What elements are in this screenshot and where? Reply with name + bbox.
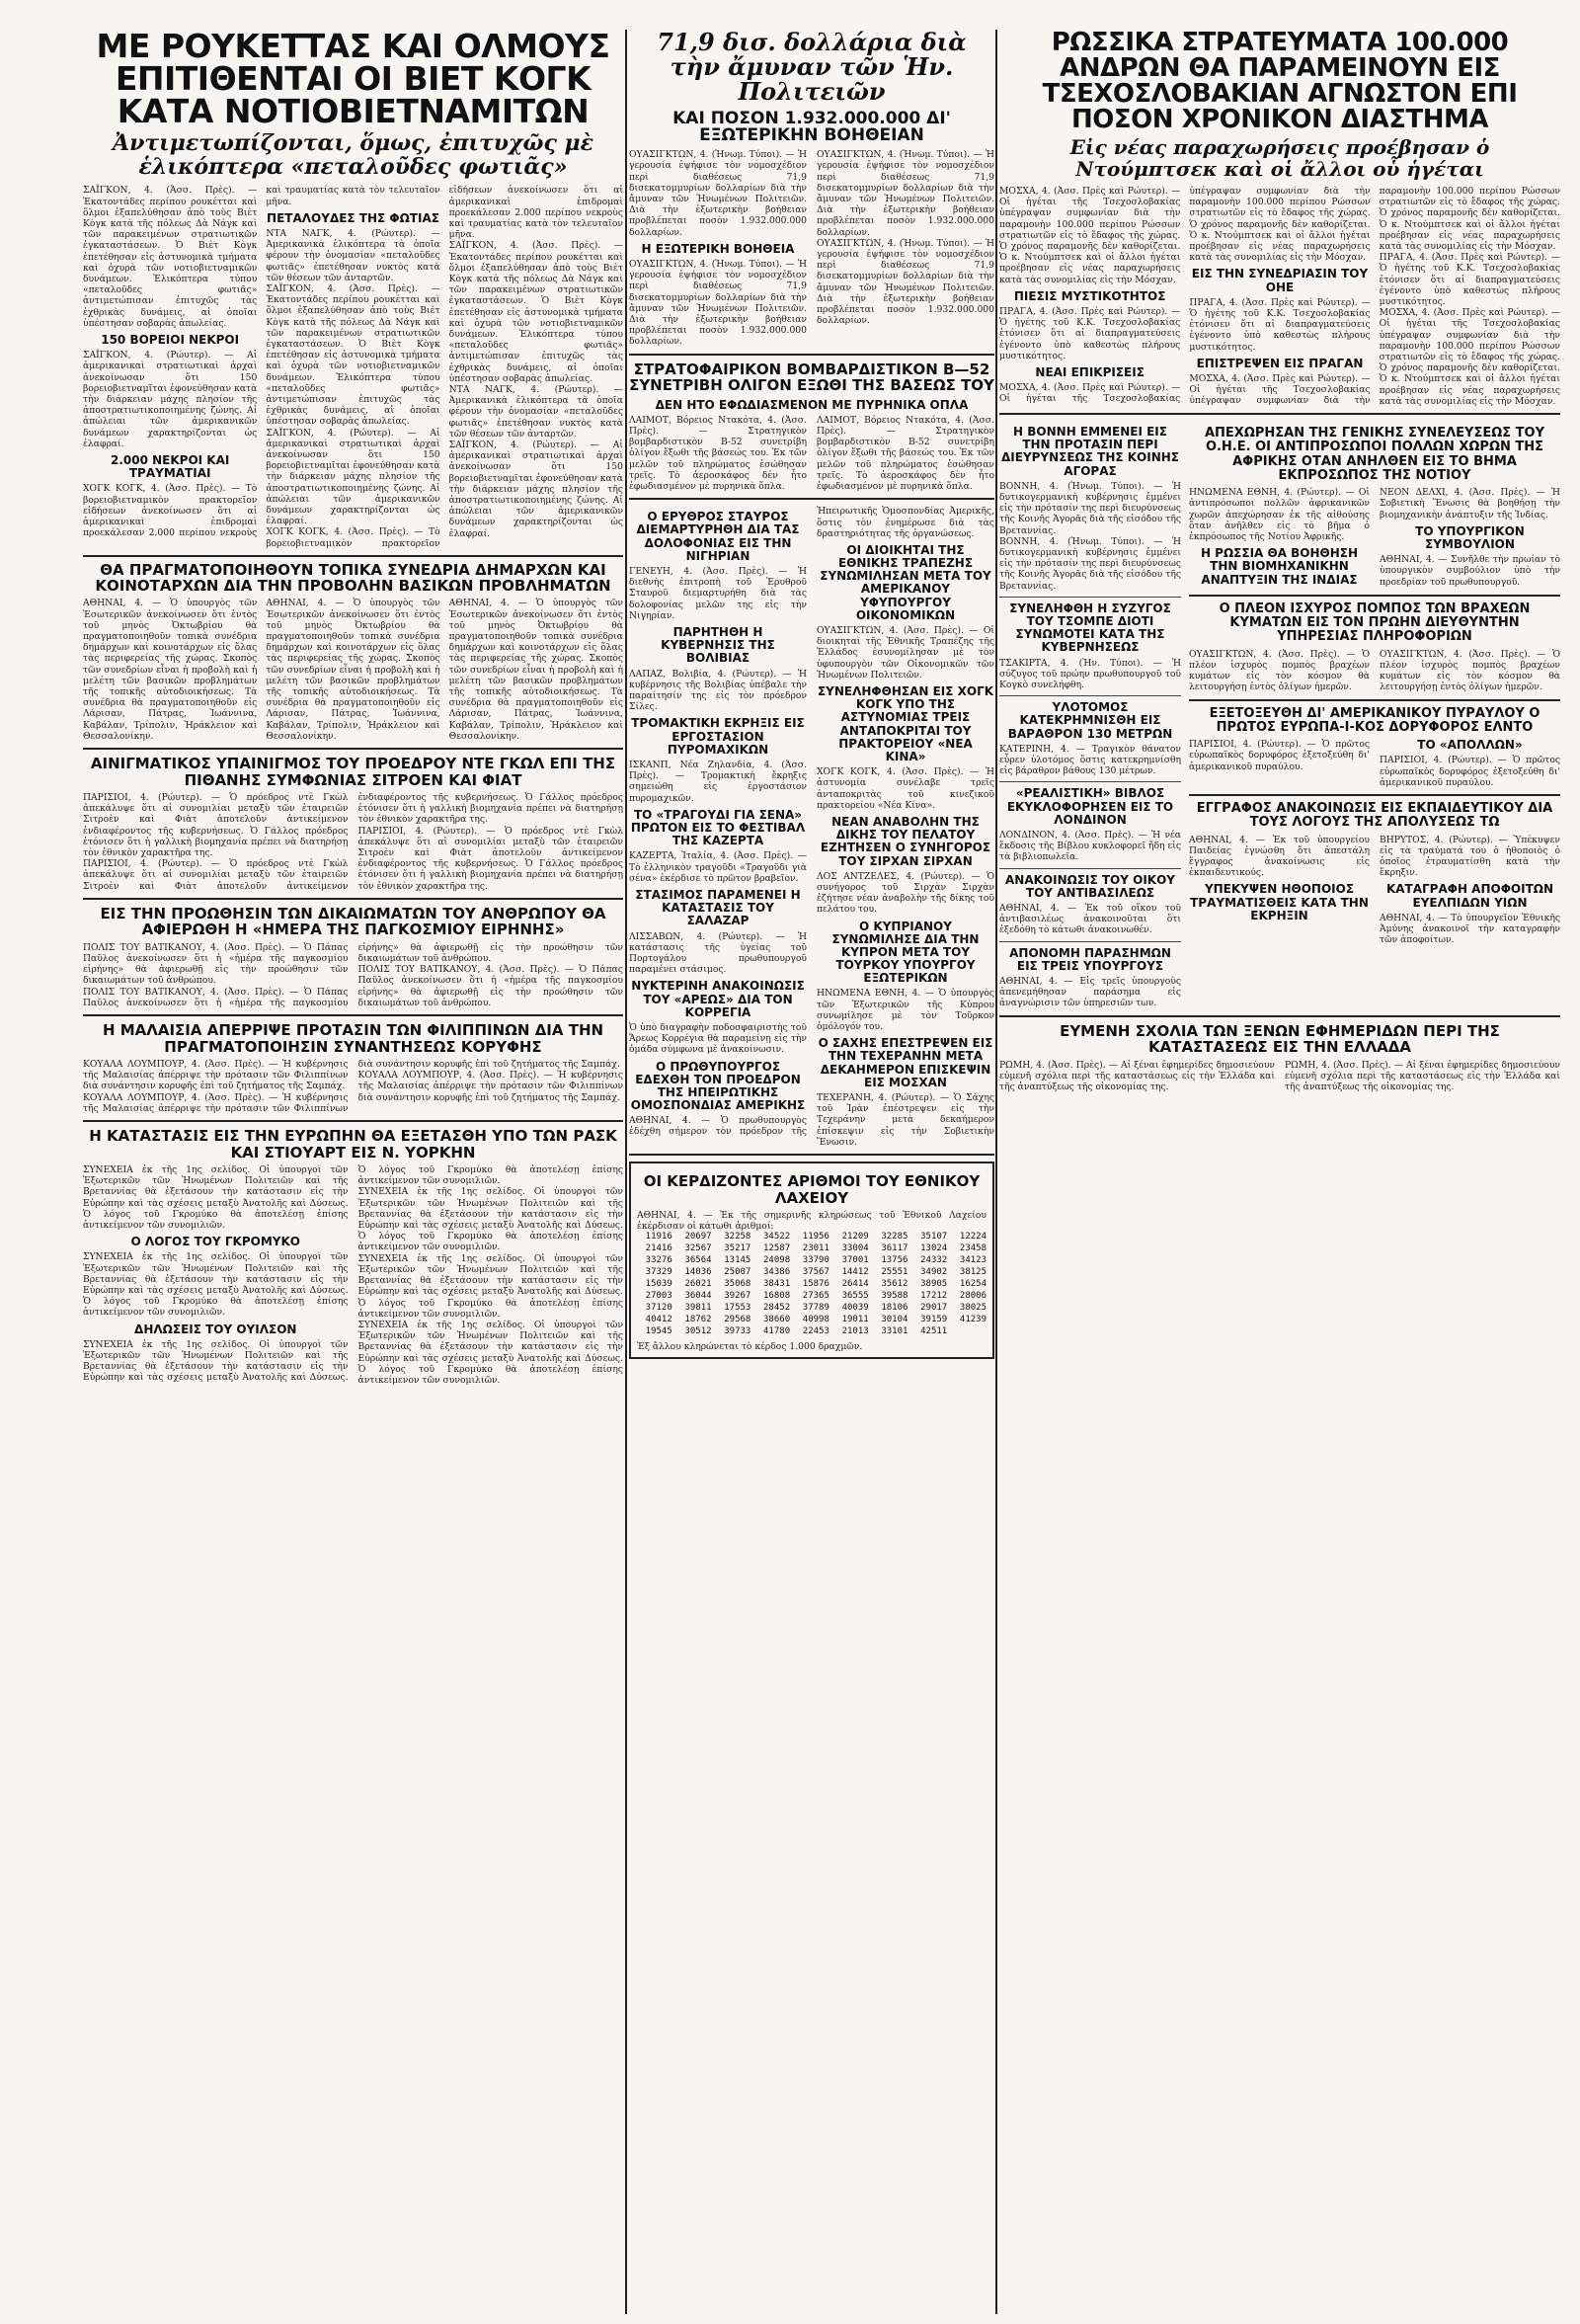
lottery-number: 34386: [763, 1267, 791, 1278]
lottery-number: 18106: [881, 1303, 908, 1314]
lottery-number: 23011: [802, 1243, 830, 1254]
column-divider: [625, 30, 627, 2314]
main-subheadline: Εἰς νέας παραχωρήσεις προέβησαν ὁ Ντούμπτσεκ καὶ οἱ ἄλλοι οὗ ἡγέται: [1069, 135, 1490, 181]
main-subheadline: Ἀντιμετωπίζονται, ὅμως, ἐπιτυχῶς μὲ ἑλικόπτερα «πεταλοῦδες φωτιᾶς»: [113, 130, 593, 181]
lottery-number: 30512: [684, 1326, 712, 1337]
lottery-number: 15039: [645, 1279, 672, 1290]
lottery-number: 41239: [959, 1315, 987, 1325]
lottery-number: 27365: [802, 1291, 830, 1302]
column-middle: [629, 30, 994, 2314]
story-headline: ΑΙΝΙΓΜΑΤΙΚΟΣ ΥΠΑΙΝΙΓΜΟΣ ΤΟΥ ΠΡΟΕΔΡΟΥ ΝΤΕ ΓΚΩΛ ΕΠΙ ΤΗΣ ΠΙΘΑΝΗΣ ΣΥΜΦΩΝΙΑΣ ΣΙΤΡΟΕΝ ΚΑΙ ΦΙΑΤ: [90, 755, 616, 789]
lottery-number: 26021: [684, 1279, 712, 1290]
story-body: ΠΟΛΙΣ ΤΟΥ ΒΑΤΙΚΑΝΟΥ, 4. (Ἀσσ. Πρὲς). — Ὁ Πάπας Παῦλος ἀνεκοίνωσεν ὅτι ἡ «ἡμέρα τῆς παγκοσμίου εἰρήνης» θὰ ἀφιερωθῇ εἰς τὴν προώθησιν τῶν δικαιωμάτων τοῦ ἀνθρώπου. ΠΟΛΙΣ ΤΟΥ ΒΑΤΙΚΑΝΟΥ, 4. (Ἀσσ. Πρὲς). — Ὁ Πάπας Παῦλος ἀνεκοίνωσεν ὅτι ἡ «ἡμέρα τῆς παγκοσμίου εἰρήνης» θὰ ἀφιερωθῇ εἰς τὴν προώθησιν τῶν δικαιωμάτων τοῦ ἀνθρώπου. ΠΟΛΙΣ ΤΟΥ ΒΑΤΙΚΑΝΟΥ, 4. (Ἀσσ. Πρὲς). — Ὁ Πάπας Παῦλος ἀνεκοίνωσεν ὅτι ἡ «ἡμέρα τῆς παγκοσμίου εἰρήνης» θὰ ἀφιερωθῇ εἰς τὴν προώθησιν τῶν δικαιωμάτων τοῦ ἀνθρώπου.: [83, 941, 623, 1008]
lottery-number: 21416: [645, 1243, 672, 1254]
lottery-number: 21209: [841, 1232, 869, 1242]
story-headline: Η ΜΑΛΑΙΣΙΑ ΑΠΕΡΡΙΨΕ ΠΡΟΤΑΣΙΝ ΤΩΝ ΦΙΛΙΠΠΙΝΩΝ ΔΙΑ ΤΗΝ ΠΡΑΓΜΑΤΟΠΟΙΗΣΙΝ ΣΥΝΑΝΤΗΣΕΩΣ ΚΟΡΥΦΗΣ: [102, 1021, 604, 1056]
lottery-number: 24098: [763, 1255, 791, 1266]
lottery-number: 34123: [959, 1255, 987, 1266]
article-body: ΣΑΪΓΚΟΝ, 4. (Ρώυτερ). — Αἱ ἀμερικανικαὶ στρατιωτικαὶ ἀρχαὶ ἀνεκοίνωσαν ὅτι 150 βορειοβιετναμῖται ἐφονεύθησαν κατὰ τὴν διάρκειαν μάχης πλησίον τῆς ἀποστρατιωτικοποιημένης ζώνης. Αἱ ἀπώλειαι τῶν ἀμερικανικῶν δυνάμεων χαρακτηρίζονται ὡς ἐλαφραί.: [266, 427, 440, 527]
article-body: ΣΑΪΓΚΟΝ, 4. (Ἀσσ. Πρὲς). — Ἐκατοντάδες περίπου ρουκέτται καὶ ὅλμοι ἐξαπελύθησαν ἀπὸ τοὺς Βιὲτ Κὸγκ κατὰ τῆς πόλεως Δὰ Νάγκ καὶ τῶν παρακειμένων στρατιωτικῶν ἐγκαταστάσεων. Ὁ Βιὲτ Κὸγκ ἐπετέθησαν εἰς ἀστυνομικὰ τμήματα καὶ ὀχυρὰ τῶν νοτιοβιετναμικῶν δυνάμεων. Ἑλικόπτερα τύπου «πεταλοῦδες φωτιᾶς» ἀντιμετώπισαν ἐπιτυχῶς τὰς ἐχθρικὰς δυνάμεις, αἱ ὁποῖαι ὑπέστησαν σοβαρὰς ἀπωλείας.: [83, 185, 258, 329]
article-body: ΣΑΪΓΚΟΝ, 4. (Ἀσσ. Πρὲς). — Ἐκατοντάδες περίπου ρουκέτται καὶ ὅλμοι ἐξαπελύθησαν ἀπὸ τοὺς Βιὲτ Κὸγκ κατὰ τῆς πόλεως Δὰ Νάγκ καὶ τῶν παρακειμένων στρατιωτικῶν ἐγκαταστάσεων. Ὁ Βιὲτ Κὸγκ ἐπετέθησαν εἰς ἀστυνομικὰ τμήματα καὶ ὀχυρὰ τῶν νοτιοβιετναμικῶν δυνάμεων. Ἑλικόπτερα τύπου «πεταλοῦδες φωτιᾶς» ἀντιμετώπισαν ἐπιτυχῶς τὰς ἐχθρικὰς δυνάμεις, αἱ ὁποῖαι ὑπέστησαν σοβαρὰς ἀπωλείας.: [266, 282, 440, 428]
lottery-number: 39267: [724, 1291, 751, 1302]
story-body: ΟΥΑΣΙΓΚΤΩΝ, 4. (Ἡνωμ. Τύποι). — Ἡ γερουσία ἐψήφισε τὸν νομοσχέδιον περὶ διαθέσεως 71,9 δισεκατομμυρίων δολλαρίων διὰ τὴν ἄμυναν τῶν Ἡνωμένων Πολιτειῶν. Διὰ τὴν ἐξωτερικὴν βοήθειαν προβλέπεται ποσὸν 1.932.000.000 δολλαρίων. Η ΕΞΩΤΕΡΙΚΗ ΒΟΗΘΕΙΑ ΟΥΑΣΙΓΚΤΩΝ, 4. (Ἡνωμ. Τύποι). — Ἡ γερουσία ἐψήφισε τὸν νομοσχέδιον περὶ διαθέσεως 71,9 δισεκατομμυρίων δολλαρίων διὰ τὴν ἄμυναν τῶν Ἡνωμένων Πολιτειῶν. Διὰ τὴν ἐξωτερικὴν βοήθειαν προβλέπεται ποσὸν 1.932.000.000 δολλαρίων. ΟΥΑΣΙΓΚΤΩΝ, 4. (Ἡνωμ. Τύποι). — Ἡ γερουσία ἐψήφισε τὸν νομοσχέδιον περὶ διαθέσεως 71,9 δισεκατομμυρίων δολλαρίων διὰ τὴν ἄμυναν τῶν Ἡνωμένων Πολιτειῶν. Διὰ τὴν ἐξωτερικὴν βοήθειαν προβλέπεται ποσὸν 1.932.000.000 δολλαρίων. ΟΥΑΣΙΓΚΤΩΝ, 4. (Ἡνωμ. Τύποι). — Ἡ γερουσία ἐψήφισε τὸν νομοσχέδιον περὶ διαθέσεως 71,9 δισεκατομμυρίων δολλαρίων διὰ τὴν ἄμυναν τῶν Ἡνωμένων Πολιτειῶν. Διὰ τὴν ἐξωτερικὴν βοήθειαν προβλέπεται ποσὸν 1.932.000.000 δολλαρίων.: [629, 149, 994, 348]
lottery-number: 15876: [802, 1279, 830, 1290]
column-divider: [995, 30, 997, 2314]
story-headline: Η ΚΑΤΑΣΤΑΣΙΣ ΕΙΣ ΤΗΝ ΕΥΡΩΠΗΝ ΘΑ ΕΞΕΤΑΣΘΗ ΥΠΟ ΤΩΝ ΡΑΣΚ ΚΑΙ ΣΤΙΟΥΑΡΤ ΕΙΣ Ν. ΥΟΡΚΗΝ: [89, 1127, 617, 1162]
lottery-number: 25007: [724, 1267, 751, 1278]
section-title: ΠΕΤΑΛΟΥΔΕΣ ΤΗΣ ΦΩΤΙΑΣ: [267, 210, 439, 225]
lottery-number: 13756: [881, 1255, 908, 1266]
lottery-number: 16254: [959, 1279, 987, 1290]
lottery-number: 35217: [724, 1243, 751, 1254]
lottery-number: 32567: [684, 1243, 712, 1254]
lottery-number: 36564: [684, 1255, 712, 1266]
lottery-number: 40998: [802, 1315, 830, 1325]
lottery-number: 24332: [920, 1255, 948, 1266]
section-title: 2.000 ΝΕΚΡΟΙ ΚΑΙ ΤΡΑΥΜΑΤΙΑΙ: [110, 453, 230, 481]
lottery-number: 28452: [763, 1303, 791, 1314]
lottery-number: 39811: [684, 1303, 712, 1314]
lottery-number: 35107: [920, 1232, 948, 1242]
lottery-number: 14412: [841, 1267, 869, 1278]
lottery-number: 19011: [841, 1315, 869, 1325]
lottery-number: 14036: [684, 1267, 712, 1278]
story-subheadline: ΔΕΝ ΗΤΟ ΕΦΩΔΙΑΣΜΕΝΟΝ ΜΕ ΠΥΡΗΝΙΚΑ ΟΠΛΑ: [655, 397, 969, 412]
lottery-number: 32285: [881, 1232, 908, 1242]
column-right: ΡΩΣΣΙΚΑ ΣΤΡΑΤΕΥΜΑΤΑ 100.000 ΑΝΔΡΩΝ ΘΑ ΠΑΡΑΜΕΙΝΟΥΝ ΕΙΣ ΤΣΕΧΟΣΛΟΒΑΚΙΑΝ ΑΓΝΩΣΤΟΝ ΕΠΙ ΠΟΣΟΝ ΧΡΟΝΙΚΟΝ ΔΙΑΣΤΗΜΑ Εἰς νέας παραχωρήσεις προέβησαν ὁ Ντούμπτσεκ καὶ οἱ ἄλλοι οὗ ἡγέται ΜΟΣΧΑ, 4. (Ἀσσ. Πρὲς καὶ Ρώυτερ). — Οἱ ἡγέται τῆς Τσεχοσλοβακίας ὑπέγραψαν συμφωνίαν διὰ τὴν παραμονὴν 100.000 περίπου Ρώσσων στρατιωτῶν εἰς τὸ ἔδαφος τῆς χώρας. Ὁ χρόνος παραμονῆς δὲν καθορίζεται. Ὁ κ. Ντούμπτσεκ καὶ οἱ ἄλλοι ἡγέται προέβησαν εἰς νέας παραχωρήσεις κατὰ τὰς συνομιλίας εἰς τὴν Μόσχαν. ΠΙΕΣΙΣ ΜΥΣΤΙΚΟΤΗΤΟΣ ΠΡΑΓΑ, 4. (Ἀσσ. Πρὲς καὶ Ρώυτερ). — Ὁ ἡγέτης τοῦ Κ.Κ. Τσεχοσλοβακίας ἐτόνισεν ὅτι αἱ διαπραγματεύσεις ἐγένοντο ὑπὸ καθεστὼς πλήρους μυστικότητος. ΝΕΑΙ ΕΠΙΚΡΙΣΕΙΣ ΜΟΣΧΑ, 4. (Ἀσσ. Πρὲς καὶ Ρώυτερ). — Οἱ ἡγέται τῆς Τσεχοσλοβακίας ὑπέγραψαν συμφωνίαν διὰ τὴν παραμονὴν 100.000 περίπου Ρώσσων στρατιωτῶν εἰς τὸ ἔδαφος τῆς χώρας. Ὁ χρόνος παραμονῆς δὲν καθορίζεται. Ὁ κ. Ντούμπτσεκ καὶ οἱ ἄλλοι ἡγέται προέβησαν εἰς νέας παραχωρήσεις κατὰ τὰς συνομιλίας εἰς τὴν Μόσχαν. ΕΙΣ ΤΗΝ ΣΥΝΕΔΡΙΑΣΙΝ ΤΟΥ ΟΗΕ ΠΡΑΓΑ, 4. (Ἀσσ. Πρὲς καὶ Ρώυτερ). — Ὁ ἡγέτης τοῦ Κ.Κ. Τσεχοσλοβακίας ἐτόνισεν ὅτι αἱ διαπραγματεύσεις ἐγένοντο ὑπὸ καθεστὼς πλήρους μυστικότητος. ΕΠΙΣΤΡΕΨΕΝ ΕΙΣ ΠΡΑΓΑΝ ΜΟΣΧΑ, 4. (Ἀσσ. Πρὲς καὶ Ρώυτερ). — Οἱ ἡγέται τῆς Τσεχοσλοβακίας ὑπέγραψαν συμφωνίαν διὰ τὴν παραμονὴν 100.000 περίπου Ρώσσων στρατιωτῶν εἰς τὸ ἔδαφος τῆς χώρας. Ὁ χρόνος παραμονῆς δὲν καθορίζεται. Ὁ κ. Ντούμπτσεκ καὶ οἱ ἄλλοι ἡγέται προέβησαν εἰς νέας παραχωρήσεις κατὰ τὰς συνομιλίας εἰς τὴν Μόσχαν. ΠΡΑΓΑ, 4. (Ἀσσ. Πρὲς καὶ Ρώυτερ). — Ὁ ἡγέτης τοῦ Κ.Κ. Τσεχοσλοβακίας ἐτόνισεν ὅτι αἱ διαπραγματεύσεις ἐγένοντο ὑπὸ καθεστὼς πλήρους μυστικότητος. ΜΟΣΧΑ, 4. (Ἀσσ. Πρὲς καὶ Ρώυτερ). — Οἱ ἡγέται τῆς Τσεχοσλοβακίας ὑπέγραψαν συμφωνίαν διὰ τὴν παραμονὴν 100.000 περίπου Ρώσσων στρατιωτῶν εἰς τὸ ἔδαφος τῆς χώρας. Ὁ χρόνος παραμονῆς δὲν καθορίζεται. Ὁ κ. Ντούμπτσεκ καὶ οἱ ἄλλοι ἡγέται προέβησαν εἰς νέας παραχωρήσεις κατὰ τὰς συνομιλίας εἰς τὴν Μόσχαν. Η ΒΟΝΝΗ ΕΜΜΕΝΕΙ ΕΙΣ ΤΗΝ ΠΡΟΤΑΣΙΝ ΠΕΡΙ ΔΙΕΥΡΥΝΣΕΩΣ ΤΗΣ ΚΟΙΝΗΣ ΑΓΟΡΑΣ ΒΟΝΝΗ, 4. (Ἡνωμ. Τύποι). — Ἡ δυτικογερμανικὴ κυβέρνησις ἐμμένει εἰς τὴν πρότασίν της περὶ διευρύνσεως τῆς Κοινῆς Ἀγορᾶς διὰ τῆς εἰσόδου τῆς Βρεταννίας. ΒΟΝΝΗ, 4. (Ἡνωμ. Τύποι). — Ἡ δυτικογερμανικὴ κυβέρνησις ἐμμένει εἰς τὴν πρότασίν της περὶ διευρύνσεως τῆς Κοινῆς Ἀγορᾶς διὰ τῆς εἰσόδου τῆς Βρεταννίας. ΣΥΝΕΛΗΦΘΗ Η ΣΥΖΥΓΟΣ ΤΟΥ ΤΣΟΜΠΕ ΔΙΟΤΙ ΣΥΝΩΜΟΤΕΙ ΚΑΤΑ ΤΗΣ ΚΥΒΕΡΝΗΣΕΩΣ ΤΣΑΚΙΡΤΑ, 4. (Ἡν. Τύποι). — Ἡ σύζυγος τοῦ πρώην πρωθυπουργοῦ τοῦ Κογκὸ συνελήφθη. ΥΛΟΤΟΜΟΣ ΚΑΤΕΚΡΗΜΝΙΣΘΗ ΕΙΣ ΒΑΡΑΘΡΟΝ 130 ΜΕΤΡΩΝ ΚΑΤΕΡΙΝΗ, 4. — Τραγικὸν θάνατον εὗρεν ὑλοτόμος ὅστις κατεκρημνίσθη εἰς βάραθρον βάθους 130 μέτρων. «ΡΕΑΛΙΣΤΙΚΗ» ΒΙΒΛΟΣ ΕΚΥΚΛΟΦΟΡΗΣΕΝ ΕΙΣ ΤΟ ΛΟΝΔΙΝΟΝ ΛΟΝΔΙΝΟΝ, 4. (Ἀσσ. Πρὲς). — Ἡ νέα ἔκδοσις τῆς Βίβλου κυκλοφορεῖ ἤδη εἰς τὰ βιβλιοπωλεῖα. ΑΝΑΚΟΙΝΩΣΙΣ ΤΟΥ ΟΙΚΟΥ ΤΟΥ ΑΝΤΙΒΑΣΙΛΕΩΣ ΑΘΗΝΑΙ, 4. — Ἐκ τοῦ οἴκου τοῦ ἀντιβασιλέως ἀνακοινοῦται ὅτι ἐξεδόθη τὸ κάτωθι ἀνακοινωθέν. ΑΠΟΝΟΜΗ ΠΑΡΑΣΗΜΩΝ ΕΙΣ ΤΡΕΙΣ ΥΠΟΥΡΓΟΥΣ ΑΘΗΝΑΙ, 4. — Εἰς τρεῖς ὑπουργοὺς ἀπενεμήθησαν παράσημα εἰς ἀναγνώρισιν τῶν ὑπηρεσιῶν των. ΑΠΕΧΩΡΗΣΑΝ ΤΗΣ ΓΕΝΙΚΗΣ ΣΥΝΕΛΕΥΣΕΩΣ ΤΟΥ Ο.Η.Ε. ΟΙ ΑΝΤΙΠΡΟΣΩΠΟΙ ΠΟΛΛΩΝ ΧΩΡΩΝ ΤΗΣ ΑΦΡΙΚΗΣ ΟΤΑΝ ΑΝΗΛΘΕΝ ΕΙΣ ΤΟ ΒΗΜΑ ΕΚΠΡΟΣΩΠΟΣ ΤΗΣ ΝΟΤΙΟΥ ΗΝΩΜΕΝΑ ΕΘΝΗ, 4. (Ρώυτερ). — Οἱ ἀντιπρόσωποι πολλῶν ἀφρικανικῶν χωρῶν ἀπεχώρησαν ἐκ τῆς αἰθούσης ὅταν ἀνῆλθεν εἰς τὸ βῆμα ὁ ἐκπρόσωπος τῆς Νοτίου Ἀφρικῆς. Η ΡΩΣΣΙΑ ΘΑ ΒΟΗΘΗΣΗ ΤΗΝ ΒΙΟΜΗΧΑΝΙΚΗΝ ΑΝΑΠΤΥΞΙΝ ΤΗΣ ΙΝΔΙΑΣ ΝΕΟΝ ΔΕΛΧΙ, 4. (Ἀσσ. Πρὲς). — Ἡ Σοβιετικὴ Ἕνωσις θὰ βοηθήσῃ τὴν βιομηχανικὴν ἀνάπτυξιν τῆς Ἰνδίας. ΤΟ ΥΠΟΥΡΓΙΚΟΝ ΣΥΜΒΟΥΛΙΟΝ ΑΘΗΝΑΙ, 4. — Συνῆλθε τὴν πρωίαν τὸ ὑπουργικὸν συμβούλιον ὑπὸ τὴν προεδρίαν τοῦ πρωθυπουργοῦ. Ο ΠΛΕΟΝ ΙΣΧΥΡΟΣ ΠΟΜΠΟΣ ΤΩΝ ΒΡΑΧΕΩΝ ΚΥΜΑΤΩΝ ΕΙΣ ΤΟΝ ΠΡΩΗΝ ΔΙΕΥΘΥΝΤΗΝ ΥΠΗΡΕΣΙΑΣ ΠΛΗΡΟΦΟΡΙΩΝ ΟΥΑΣΙΓΚΤΩΝ, 4. (Ἀσσ. Πρὲς). — Ὁ πλέον ἰσχυρὸς πομπὸς βραχέων κυμάτων εἰς τὸν κόσμον θὰ λειτουργήσῃ ἐντὸς ὀλίγων ἡμερῶν. ΟΥΑΣΙΓΚΤΩΝ, 4. (Ἀσσ. Πρὲς). — Ὁ πλέον ἰσχυρὸς πομπὸς βραχέων κυμάτων εἰς τὸν κόσμον θὰ λειτουργήσῃ ἐντὸς ὀλίγων ἡμερῶν. ΕΞΕΤΟΞΕΥΘΗ ΔΙ' ΑΜΕΡΙΚΑΝΙΚΟΥ ΠΥΡΑΥΛΟΥ Ο ΠΡΩΤΟΣ ΕΥΡΩΠΑ-Ι-ΚΟΣ ΔΟΡΥΦΟΡΟΣ ΕΛΝΤΟ ΠΑΡΙΣΙΟΙ, 4. (Ρώυτερ). — Ὁ πρῶτος εὐρωπαϊκὸς δορυφόρος ἐξετοξεύθη δι' ἀμερικανικοῦ πυραύλου. ΤΟ «ΑΠΟΛΛΩΝ» ΠΑΡΙΣΙΟΙ, 4. (Ρώυτερ). — Ὁ πρῶτος εὐρωπαϊκὸς δορυφόρος ἐξετοξεύθη δι' ἀμερικανικοῦ πυραύλου. ΕΓΓΡΑΦΟΣ ΑΝΑΚΟΙΝΩΣΙΣ ΕΙΣ ΕΚΠΑΙΔΕΥΤΙΚΟΥ ΔΙΑ ΤΟΥΣ ΛΟΓΟΥΣ ΤΗΣ ΑΠΟΛΥΣΕΩΣ ΤΩ ΑΘΗΝΑΙ, 4. — Ἐκ τοῦ ὑπουργείου Παιδείας ἐγνώσθη ὅτι ἀπεστάλη ἔγγραφος ἀνακοίνωσις εἰς ἐκπαιδευτικούς. ΥΠΕΚΥΨΕΝ ΗΘΟΠΟΙΟΣ ΤΡΑΥΜΑΤΙΣΘΕΙΣ ΚΑΤΑ ΤΗΝ ΕΚΡΗΞΙΝ ΒΗΡΥΤΟΣ, 4. (Ρώυτερ). — Ὑπέκυψεν εἰς τὰ τραύματά του ὁ ἠθοποιὸς ὁ ὁποῖος ἐτραυματίσθη κατὰ τὴν ἔκρηξιν. ΚΑΤΑΓΡΑΦΗ ΑΠΟΦΟΙΤΩΝ ΕΥΕΛΠΙΔΩΝ ΥΙΩΝ ΑΘΗΝΑΙ, 4. — Τὸ ὑπουργεῖον Ἐθνικῆς Ἀμύνης ἀνακοινοῖ τὴν καταγραφὴν τῶν ἀποφοίτων. ΕΥΜΕΝΗ ΣΧΟΛΙΑ ΤΩΝ ΞΕΝΩΝ ΕΦΗΜΕΡΙΔΩΝ ΠΕΡΙ ΤΗΣ ΚΑΤΑΣΤΑΣΕΩΣ ΕΙΣ ΤΗΝ ΕΛΛΑΔΑ ΡΩΜΗ, 4. (Ἀσσ. Πρὲς). — Αἱ ξέναι ἐφημερίδες δημοσιεύουν εὐμενῆ σχόλια περὶ τῆς καταστάσεως εἰς τὴν Ἑλλάδα καὶ τῆς ἀναπτύξεως τῆς οἰκονομίας της. ΡΩΜΗ, 4. (Ἀσσ. Πρὲς). — Αἱ ξέναι ἐφημερίδες δημοσιεύουν εὐμενῆ σχόλια περὶ τῆς καταστάσεως εἰς τὴν Ἑλλάδα καὶ τῆς ἀναπτύξεως τῆς οἰκονομίας της.: [999, 30, 1560, 1092]
article-body: ΝΤΑ ΝΑΓΚ, 4. (Ρώυτερ). — Ἀμερικανικὰ ἑλικόπτερα τὰ ὁποῖα φέρουν τὴν ὀνομασίαν «πεταλοῦδες φωτιᾶς» ἐπετέθησαν νυκτὸς κατὰ τῶν θέσεων τῶν ἀνταρτῶν.: [266, 227, 440, 283]
lottery-number: 37120: [645, 1303, 672, 1314]
lottery-number: 23458: [959, 1243, 987, 1254]
section-title: 150 ΒΟΡΕΙΟΙ ΝΕΚΡΟΙ: [101, 333, 240, 348]
story-body: ΚΟΥΑΛΑ ΛΟΥΜΠΟΥΡ, 4. (Ἀσσ. Πρὲς). — Ἡ κυβέρνησις τῆς Μαλαισίας ἀπέρριψε τὴν πρότασιν τῶν Φιλιππίνων διὰ συνάντησιν κορυφῆς ἐπὶ τοῦ ζητήματος τῆς Σαμπάχ. ΚΟΥΑΛΑ ΛΟΥΜΠΟΥΡ, 4. (Ἀσσ. Πρὲς). — Ἡ κυβέρνησις τῆς Μαλαισίας ἀπέρριψε τὴν πρότασιν τῶν Φιλιππίνων διὰ συνάντησιν κορυφῆς ἐπὶ τοῦ ζητήματος τῆς Σαμπάχ. ΚΟΥΑΛΑ ΛΟΥΜΠΟΥΡ, 4. (Ἀσσ. Πρὲς). — Ἡ κυβέρνησις τῆς Μαλαισίας ἀπέρριψε τὴν πρότασιν τῶν Φιλιππίνων διὰ συνάντησιν κορυφῆς ἐπὶ τοῦ ζητήματος τῆς Σαμπάχ.: [83, 1059, 623, 1114]
lottery-number: 38660: [763, 1315, 791, 1325]
lottery-number: 17553: [724, 1303, 751, 1314]
story-body: ΠΑΡΙΣΙΟΙ, 4. (Ρώυτερ). — Ὁ πρόεδρος ντὲ Γκὼλ ἀπεκάλυψε ὅτι αἱ συνομιλίαι μεταξὺ τῶν ἑταιρειῶν Σιτροὲν καὶ Φιὰτ ἀποτελοῦν ἀντικείμενον ἐνδιαφέροντος τῆς κυβερνήσεως. Ὁ Γάλλος πρόεδρος ἐτόνισεν ὅτι ἡ γαλλικὴ βιομηχανία πρέπει νὰ διατηρήσῃ τὸν ἐθνικὸν χαρακτῆρα της. ΠΑΡΙΣΙΟΙ, 4. (Ρώυτερ). — Ὁ πρόεδρος ντὲ Γκὼλ ἀπεκάλυψε ὅτι αἱ συνομιλίαι μεταξὺ τῶν ἑταιρειῶν Σιτροὲν καὶ Φιὰτ ἀποτελοῦν ἀντικείμενον ἐνδιαφέροντος τῆς κυβερνήσεως. Ὁ Γάλλος πρόεδρος ἐτόνισεν ὅτι ἡ γαλλικὴ βιομηχανία πρέπει νὰ διατηρήσῃ τὸν ἐθνικὸν χαρακτῆρα της. ΠΑΡΙΣΙΟΙ, 4. (Ρώυτερ). — Ὁ πρόεδρος ντὲ Γκὼλ ἀπεκάλυψε ὅτι αἱ συνομιλίαι μεταξὺ τῶν ἑταιρειῶν Σιτροὲν καὶ Φιὰτ ἀποτελοῦν ἀντικείμενον ἐνδιαφέροντος τῆς κυβερνήσεως. Ὁ Γάλλος πρόεδρος ἐτόνισεν ὅτι ἡ γαλλικὴ βιομηχανία πρέπει νὰ διατηρήσῃ τὸν ἐθνικὸν χαρακτῆρα της.: [83, 792, 623, 892]
story-body: ΛΑΙΜΟΤ, Βόρειος Ντακότα, 4. (Ἀσσ. Πρὲς). — Στρατηγικὸν βομβαρδιστικὸν Β-52 συνετρίβη ὀλίγον ἔξωθι τῆς βάσεώς του. Ἐκ τῶν μελῶν τοῦ πληρώματος ἐσώθησαν τρεῖς. Τὸ ἀεροσκάφος δὲν ἦτο ἐφωδιασμένον μὲ πυρηνικὰ ὅπλα. ΛΑΙΜΟΤ, Βόρειος Ντακότα, 4. (Ἀσσ. Πρὲς). — Στρατηγικὸν βομβαρδιστικὸν Β-52 συνετρίβη ὀλίγον ἔξωθι τῆς βάσεώς του. Ἐκ τῶν μελῶν τοῦ πληρώματος ἐσώθησαν τρεῖς. Τὸ ἀεροσκάφος δὲν ἦτο ἐφωδιασμένον μὲ πυρηνικὰ ὅπλα.: [629, 414, 994, 493]
top-headline: 71,9 δισ. δολλάρια διὰ τὴν ἄμυναν τῶν Ἡν. Πολιτειῶν: [657, 30, 967, 107]
lottery-number: 36117: [881, 1243, 908, 1254]
main-article: ΜΟΣΧΑ, 4. (Ἀσσ. Πρὲς καὶ Ρώυτερ). — Οἱ ἡγέται τῆς Τσεχοσλοβακίας ὑπέγραψαν συμφωνίαν διὰ τὴν παραμονὴν 100.000 περίπου Ρώσσων στρατιωτῶν εἰς τὸ ἔδαφος τῆς χώρας. Ὁ χρόνος παραμονῆς δὲν καθορίζεται. Ὁ κ. Ντούμπτσεκ καὶ οἱ ἄλλοι ἡγέται προέβησαν εἰς νέας παραχωρήσεις κατὰ τὰς συνομιλίας εἰς τὴν Μόσχαν. ΠΙΕΣΙΣ ΜΥΣΤΙΚΟΤΗΤΟΣ ΠΡΑΓΑ, 4. (Ἀσσ. Πρὲς καὶ Ρώυτερ). — Ὁ ἡγέτης τοῦ Κ.Κ. Τσεχοσλοβακίας ἐτόνισεν ὅτι αἱ διαπραγματεύσεις ἐγένοντο ὑπὸ καθεστὼς πλήρους μυστικότητος. ΝΕΑΙ ΕΠΙΚΡΙΣΕΙΣ ΜΟΣΧΑ, 4. (Ἀσσ. Πρὲς καὶ Ρώυτερ). — Οἱ ἡγέται τῆς Τσεχοσλοβακίας ὑπέγραψαν συμφωνίαν διὰ τὴν παραμονὴν 100.000 περίπου Ρώσσων στρατιωτῶν εἰς τὸ ἔδαφος τῆς χώρας. Ὁ χρόνος παραμονῆς δὲν καθορίζεται. Ὁ κ. Ντούμπτσεκ καὶ οἱ ἄλλοι ἡγέται προέβησαν εἰς νέας παραχωρήσεις κατὰ τὰς συνομιλίας εἰς τὴν Μόσχαν. ΕΙΣ ΤΗΝ ΣΥΝΕΔΡΙΑΣΙΝ ΤΟΥ ΟΗΕ ΠΡΑΓΑ, 4. (Ἀσσ. Πρὲς καὶ Ρώυτερ). — Ὁ ἡγέτης τοῦ Κ.Κ. Τσεχοσλοβακίας ἐτόνισεν ὅτι αἱ διαπραγματεύσεις ἐγένοντο ὑπὸ καθεστὼς πλήρους μυστικότητος. ΕΠΙΣΤΡΕΨΕΝ ΕΙΣ ΠΡΑΓΑΝ ΜΟΣΧΑ, 4. (Ἀσσ. Πρὲς καὶ Ρώυτερ). — Οἱ ἡγέται τῆς Τσεχοσλοβακίας ὑπέγραψαν συμφωνίαν διὰ τὴν παραμονὴν 100.000 περίπου Ρώσσων στρατιωτῶν εἰς τὸ ἔδαφος τῆς χώρας. Ὁ χρόνος παραμονῆς δὲν καθορίζεται. Ὁ κ. Ντούμπτσεκ καὶ οἱ ἄλλοι ἡγέται προέβησαν εἰς νέας παραχωρήσεις κατὰ τὰς συνομιλίας εἰς τὴν Μόσχαν. ΠΡΑΓΑ, 4. (Ἀσσ. Πρὲς καὶ Ρώυτερ). — Ὁ ἡγέτης τοῦ Κ.Κ. Τσεχοσλοβακίας ἐτόνισεν ὅτι αἱ διαπραγματεύσεις ἐγένοντο ὑπὸ καθεστὼς πλήρους μυστικότητος. ΜΟΣΧΑ, 4. (Ἀσσ. Πρὲς καὶ Ρώυτερ). — Οἱ ἡγέται τῆς Τσεχοσλοβακίας ὑπέγραψαν συμφωνίαν διὰ τὴν παραμονὴν 100.000 περίπου Ρώσσων στρατιωτῶν εἰς τὸ ἔδαφος τῆς χώρας. Ὁ χρόνος παραμονῆς δὲν καθορίζεται. Ὁ κ. Ντούμπτσεκ καὶ οἱ ἄλλοι ἡγέται προέβησαν εἰς νέας παραχωρήσεις κατὰ τὰς συνομιλίας εἰς τὴν Μόσχαν.: [999, 186, 1560, 407]
lottery-number: 25551: [881, 1267, 908, 1278]
lottery-number: 38025: [959, 1303, 987, 1314]
lottery-number: 40412: [645, 1315, 672, 1325]
story-headline: ΣΤΡΑΤΟΦΑΙΡΙΚΟΝ ΒΟΜΒΑΡΔΙΣΤΙΚΟΝ Β—52 ΣΥΝΕΤΡΙΒΗ ΟΛΙΓΟΝ ΕΞΩΘΙ ΤΗΣ ΒΑΣΕΩΣ ΤΟΥ: [629, 360, 994, 395]
lottery-number: 12224: [959, 1232, 987, 1242]
article-body: ΝΤΑ ΝΑΓΚ, 4. (Ρώυτερ). — Ἀμερικανικὰ ἑλικόπτερα τὰ ὁποῖα φέρουν τὴν ὀνομασίαν «πεταλοῦδες φωτιᾶς» ἐπετέθησαν νυκτὸς κατὰ τῶν θέσεων τῶν ἀνταρτῶν.: [448, 384, 623, 440]
column-left: [83, 30, 623, 2314]
article-body: ΣΑΪΓΚΟΝ, 4. (Ἀσσ. Πρὲς). — Ἐκατοντάδες περίπου ρουκέτται καὶ ὅλμοι ἐξαπελύθησαν ἀπὸ τοὺς Βιὲτ Κὸγκ κατὰ τῆς πόλεως Δὰ Νάγκ καὶ τῶν παρακειμένων στρατιωτικῶν ἐγκαταστάσεων. Ὁ Βιὲτ Κὸγκ ἐπετέθησαν εἰς ἀστυνομικὰ τμήματα καὶ ὀχυρὰ τῶν νοτιοβιετναμικῶν δυνάμεων. Ἑλικόπτερα τύπου «πεταλοῦδες φωτιᾶς» ἀντιμετώπισαν ἐπιτυχῶς τὰς ἐχθρικὰς δυνάμεις, αἱ ὁποῖαι ὑπέστησαν σοβαρὰς ἀπωλείας.: [448, 240, 623, 384]
lottery-number: 37329: [645, 1267, 672, 1278]
lottery-number: 39159: [920, 1315, 948, 1325]
lottery-number: 35068: [724, 1279, 751, 1290]
lottery-number: 18762: [684, 1315, 712, 1325]
lottery-number: 17212: [920, 1291, 948, 1302]
lottery-number: 33101: [881, 1326, 908, 1337]
lottery-number: 20697: [684, 1232, 712, 1242]
lottery-numbers: [637, 1232, 987, 1337]
lottery-number: 12587: [763, 1243, 791, 1254]
lottery-number: 21013: [841, 1326, 869, 1337]
lottery-number: 29017: [920, 1303, 948, 1314]
lottery-number: 41780: [763, 1326, 791, 1337]
lottery-number: 22453: [802, 1326, 830, 1337]
story-body: ΑΘΗΝΑΙ, 4. — Ὁ ὑπουργὸς τῶν Ἐσωτερικῶν ἀνεκοίνωσεν ὅτι ἐντὸς τοῦ μηνὸς Ὀκτωβρίου θὰ πραγματοποιηθοῦν τοπικὰ συνέδρια δημάρχων καὶ κοινοτάρχων εἰς ὅλας τὰς περιφερείας τῆς χώρας. Σκοπὸς τῶν συνεδρίων εἶναι ἡ προβολὴ καὶ ἡ μελέτη τῶν βασικῶν προβλημάτων τῆς τοπικῆς αὐτοδιοικήσεως. Τὰ συνέδρια θὰ πραγματοποιηθοῦν εἰς Λάρισαν, Πάτρας, Ἰωάννινα, Καβάλαν, Τρίπολιν, Ἡράκλειον καὶ Θεσσαλονίκην. ΑΘΗΝΑΙ, 4. — Ὁ ὑπουργὸς τῶν Ἐσωτερικῶν ἀνεκοίνωσεν ὅτι ἐντὸς τοῦ μηνὸς Ὀκτωβρίου θὰ πραγματοποιηθοῦν τοπικὰ συνέδρια δημάρχων καὶ κοινοτάρχων εἰς ὅλας τὰς περιφερείας τῆς χώρας. Σκοπὸς τῶν συνεδρίων εἶναι ἡ προβολὴ καὶ ἡ μελέτη τῶν βασικῶν προβλημάτων τῆς τοπικῆς αὐτοδιοικήσεως. Τὰ συνέδρια θὰ πραγματοποιηθοῦν εἰς Λάρισαν, Πάτρας, Ἰωάννινα, Καβάλαν, Τρίπολιν, Ἡράκλειον καὶ Θεσσαλονίκην. ΑΘΗΝΑΙ, 4. — Ὁ ὑπουργὸς τῶν Ἐσωτερικῶν ἀνεκοίνωσεν ὅτι ἐντὸς τοῦ μηνὸς Ὀκτωβρίου θὰ πραγματοποιηθοῦν τοπικὰ συνέδρια δημάρχων καὶ κοινοτάρχων εἰς ὅλας τὰς περιφερείας τῆς χώρας. Σκοπὸς τῶν συνεδρίων εἶναι ἡ προβολὴ καὶ ἡ μελέτη τῶν βασικῶν προβλημάτων τῆς τοπικῆς αὐτοδιοικήσεως. Τὰ συνέδρια θὰ πραγματοποιηθοῦν εἰς Λάρισαν, Πάτρας, Ἰωάννινα, Καβάλαν, Τρίπολιν, Ἡράκλειον καὶ Θεσσαλονίκην.: [83, 598, 623, 742]
article-body: ΧΟΓΚ ΚΟΓΚ, 4. (Ἀσσ. Πρὲς). — Τὸ βορειοβιετναμικὸν πρακτορεῖον εἰδήσεων ἀνεκοίνωσεν ὅτι αἱ ἀμερικανικαὶ ἐπιδρομαὶ προεκάλεσαν 2.000 περίπου νεκροὺς καὶ τραυματίας κατὰ τὸν τελευταῖον μῆνα.: [266, 185, 623, 549]
lottery-number: 26414: [841, 1279, 869, 1290]
lottery-number: 13024: [920, 1243, 948, 1254]
lottery-number: 28006: [959, 1291, 987, 1302]
left-subcolumn: Η ΒΟΝΝΗ ΕΜΜΕΝΕΙ ΕΙΣ ΤΗΝ ΠΡΟΤΑΣΙΝ ΠΕΡΙ ΔΙΕΥΡΥΝΣΕΩΣ ΤΗΣ ΚΟΙΝΗΣ ΑΓΟΡΑΣ ΒΟΝΝΗ, 4. (Ἡνωμ. Τύποι). — Ἡ δυτικογερμανικὴ κυβέρνησις ἐμμένει εἰς τὴν πρότασίν της περὶ διευρύνσεως τῆς Κοινῆς Ἀγορᾶς διὰ τῆς εἰσόδου τῆς Βρεταννίας. ΒΟΝΝΗ, 4. (Ἡνωμ. Τύποι). — Ἡ δυτικογερμανικὴ κυβέρνησις ἐμμένει εἰς τὴν πρότασίν της περὶ διευρύνσεως τῆς Κοινῆς Ἀγορᾶς διὰ τῆς εἰσόδου τῆς Βρεταννίας. ΣΥΝΕΛΗΦΘΗ Η ΣΥΖΥΓΟΣ ΤΟΥ ΤΣΟΜΠΕ ΔΙΟΤΙ ΣΥΝΩΜΟΤΕΙ ΚΑΤΑ ΤΗΣ ΚΥΒΕΡΝΗΣΕΩΣ ΤΣΑΚΙΡΤΑ, 4. (Ἡν. Τύποι). — Ἡ σύζυγος τοῦ πρώην πρωθυπουργοῦ τοῦ Κογκὸ συνελήφθη. ΥΛΟΤΟΜΟΣ ΚΑΤΕΚΡΗΜΝΙΣΘΗ ΕΙΣ ΒΑΡΑΘΡΟΝ 130 ΜΕΤΡΩΝ ΚΑΤΕΡΙΝΗ, 4. — Τραγικὸν θάνατον εὗρεν ὑλοτόμος ὅστις κατεκρημνίσθη εἰς βάραθρον βάθους 130 μέτρων. «ΡΕΑΛΙΣΤΙΚΗ» ΒΙΒΛΟΣ ΕΚΥΚΛΟΦΟΡΗΣΕΝ ΕΙΣ ΤΟ ΛΟΝΔΙΝΟΝ ΛΟΝΔΙΝΟΝ, 4. (Ἀσσ. Πρὲς). — Ἡ νέα ἔκδοσις τῆς Βίβλου κυκλοφορεῖ ἤδη εἰς τὰ βιβλιοπωλεῖα. ΑΝΑΚΟΙΝΩΣΙΣ ΤΟΥ ΟΙΚΟΥ ΤΟΥ ΑΝΤΙΒΑΣΙΛΕΩΣ ΑΘΗΝΑΙ, 4. — Ἐκ τοῦ οἴκου τοῦ ἀντιβασιλέως ἀνακοινοῦται ὅτι ἐξεδόθη τὸ κάτωθι ἀνακοινωθέν. ΑΠΟΝΟΜΗ ΠΑΡΑΣΗΜΩΝ ΕΙΣ ΤΡΕΙΣ ΥΠΟΥΡΓΟΥΣ ΑΘΗΝΑΙ, 4. — Εἰς τρεῖς ὑπουργοὺς ἀπενεμήθησαν παράσημα εἰς ἀναγνώρισιν τῶν ὑπηρεσιῶν των.: [999, 425, 1181, 1009]
lottery-number: 36044: [684, 1291, 712, 1302]
lottery-number: 38125: [959, 1267, 987, 1278]
lottery-number: 37789: [802, 1303, 830, 1314]
lottery-number: 16808: [763, 1291, 791, 1302]
lottery-number: 33276: [645, 1255, 672, 1266]
lottery-number: 42511: [920, 1326, 948, 1337]
top-subheadline: ΚΑΙ ΠΟΣΟΝ 1.932.000.000 ΔΙ' ΕΞΩΤΕΡΙΚΗΝ ΒΟΗΘΕΙΑΝ: [672, 108, 951, 146]
lottery-number: 39588: [881, 1291, 908, 1302]
lottery-number: 37567: [802, 1267, 830, 1278]
lottery-number: 38431: [763, 1279, 791, 1290]
lottery-number: 33790: [802, 1255, 830, 1266]
lottery-number: 33004: [841, 1243, 869, 1254]
main-headline: ΜΕ ΡΟΥΚΕΤΤΑΣ ΚΑΙ ΟΛΜΟΥΣ ΕΠΙΤΙΘΕΝΤΑΙ ΟΙ ΒΙΕΤ ΚΟΓΚ ΚΑΤΑ ΝΟΤΙΟΒΙΕΤΝΑΜΙΤΩΝ: [96, 30, 610, 130]
lottery-number: 39733: [724, 1326, 751, 1337]
story-headline: ΕΙΣ ΤΗΝ ΠΡΟΩΘΗΣΙΝ ΤΩΝ ΔΙΚΑΙΩΜΑΤΩΝ ΤΟΥ ΑΝΘΡΩΠΟΥ ΘΑ ΑΦΙΕΡΩΘΗ Η «ΗΜΕΡΑ ΤΗΣ ΠΑΓΚΟΣΜΙΟΥ ΕΙΡΗΝΗΣ»: [100, 904, 606, 939]
article-body: ΧΟΓΚ ΚΟΓΚ, 4. (Ἀσσ. Πρὲς). — Τὸ βορειοβιετναμικὸν πρακτορεῖον εἰδήσεων ἀνεκοίνωσεν ὅτι αἱ ἀμερικανικαὶ ἐπιδρομαὶ προεκάλεσαν 2.000 περίπου νεκροὺς καὶ τραυματίας κατὰ τὸν τελευταῖον μῆνα.: [83, 185, 440, 539]
lottery-number: 35612: [881, 1279, 908, 1290]
lottery-number: 11956: [802, 1232, 830, 1242]
lottery-number: 34902: [920, 1267, 948, 1278]
lottery-number: 29568: [724, 1315, 751, 1325]
lottery-box: ΟΙ ΚΕΡΔΙΖΟΝΤΕΣ ΑΡΙΘΜΟΙ ΤΟΥ ΕΘΝΙΚΟΥ ΛΑΧΕΙΟΥ ΑΘΗΝΑΙ, 4. — Ἐκ τῆς σημερινῆς κληρώσεως τοῦ Ἐθνικοῦ Λαχείου ἐκέρδισαν οἱ κάτωθι ἀριθμοί: 11916 20697 32258 34522 11956 21209 32285 35107 12224 21416 32567 35217 12587 23011 33004 36117 13024 23458 33276 36564 13145 24098 33790 37001 13756 24332 34123 37329 14036 25007 34386 37567 14412 25551 34902 38125 15039 26021 35068 38431 15876 26414 35612 38905 16254 27003 36044 39267 16808 27365 36555 39588 17212 28006 37120 39811 17553 28452 37789 40039 18106 29017 38025 40412 18762 29568 38660 40998 19011 30104 39159 41239 19545 30512 39733 41780 22453 21013 33101 42511 Ἐξ ἄλλου κληρώνεται τὸ κέρδος 1.000 δραχμῶν.: [629, 1162, 994, 1359]
small-stories: Ο ΕΡΥΘΡΟΣ ΣΤΑΥΡΟΣ ΔΙΕΜΑΡΤΥΡΗΘΗ ΔΙΑ ΤΑΣ ΔΟΛΟΦΟΝΙΑΣ ΕΙΣ ΤΗΝ ΝΙΓΗΡΙΑΝ ΓΕΝΕΥΗ, 4. (Ἀσσ. Πρὲς). — Ἡ διεθνὴς ἐπιτροπὴ τοῦ Ἐρυθροῦ Σταυροῦ διεμαρτυρήθη διὰ τὰς δολοφονίας μελῶν της εἰς τὴν Νιγηρίαν. ΠΑΡΗΤΗΘΗ Η ΚΥΒΕΡΝΗΣΙΣ ΤΗΣ ΒΟΛΙΒΙΑΣ ΛΑΠΑΖ, Βολιβία, 4. (Ρώυτερ). — Ἡ κυβέρνησις τῆς Βολιβίας ὑπέβαλε τὴν παραίτησίν της εἰς τὸν πρόεδρον Σίλες. ΤΡΟΜΑΚΤΙΚΗ ΕΚΡΗΞΙΣ ΕΙΣ ΕΡΓΟΣΤΑΣΙΟΝ ΠΥΡΟΜΑΧΙΚΩΝ ΙΣΚΑΝΠ, Νέα Ζηλανδία, 4. (Ἀσσ. Πρὲς). — Τρομακτικὴ ἔκρηξις σημειώθη εἰς ἐργοστάσιον πυρομαχικῶν. ΤΟ «ΤΡΑΓΟΥΔΙ ΓΙΑ ΣΕΝΑ» ΠΡΩΤΟΝ ΕΙΣ ΤΟ ΦΕΣΤΙΒΑΛ ΤΗΣ ΚΑΖΕΡΤΑ ΚΑΖΕΡΤΑ, Ἰταλία, 4. (Ἀσσ. Πρὲς). — Τὸ ἑλληνικὸν τραγοῦδι «Τραγοῦδι γιὰ σένα» ἐκέρδισε τὸ πρῶτον βραβεῖον. ΣΤΑΣΙΜΟΣ ΠΑΡΑΜΕΝΕΙ Η ΚΑΤΑΣΤΑΣΙΣ ΤΟΥ ΣΑΛΑΖΑΡ ΛΙΣΣΑΒΩΝ, 4. (Ρώυτερ). — Ἡ κατάστασις τῆς ὑγείας τοῦ Πορτογάλου πρωθυπουργοῦ παραμένει στάσιμος. ΝΥΚΤΕΡΙΝΗ ΑΝΑΚΟΙΝΩΣΙΣ ΤΟΥ «ΑΡΕΩΣ» ΔΙΑ ΤΟΝ ΚΟΡΡΕΓΙΑ Ὁ ὑπὸ διαγραφὴν ποδοσφαιριστὴς τοῦ Ἄρεως Κορρέγια θὰ παραμείνῃ εἰς τὴν ὁμάδα σύμφωνα μὲ ἀνακοίνωσιν. Ο ΠΡΩΘΥΠΟΥΡΓΟΣ ΕΔΕΧΘΗ ΤΟΝ ΠΡΟΕΔΡΟΝ ΤΗΣ ΗΠΕΙΡΩΤΙΚΗΣ ΟΜΟΣΠΟΝΔΙΑΣ ΑΜΕΡΙΚΗΣ ΑΘΗΝΑΙ, 4. — Ὁ πρωθυπουργὸς ἐδέχθη σήμερον τὸν πρόεδρον τῆς Ἠπειρωτικῆς Ὁμοσπονδίας Ἀμερικῆς, ὅστις τὸν ἐνημέρωσε διὰ τὰς δραστηριότητας τῆς ὀργανώσεως. ΟΙ ΔΙΟΙΚΗΤΑΙ ΤΗΣ ΕΘΝΙΚΗΣ ΤΡΑΠΕΖΗΣ ΣΥΝΩΜΙΛΗΣΑΝ ΜΕΤΑ ΤΟΥ ΑΜΕΡΙΚΑΝΟΥ ΥΦΥΠΟΥΡΓΟΥ ΟΙΚΟΝΟΜΙΚΩΝ ΟΥΑΣΙΓΚΤΩΝ, 4. (Ἀσσ. Πρὲς). — Οἱ διοικηταὶ τῆς Ἐθνικῆς Τραπέζης τῆς Ἑλλάδος ἐσυνομίλησαν μὲ τὸν ὑφυπουργὸν τῶν Οἰκονομικῶν τῶν Ἡνωμένων Πολιτειῶν. ΣΥΝΕΛΗΦΘΗΣΑΝ ΕΙΣ ΧΟΓΚ ΚΟΓΚ ΥΠΟ ΤΗΣ ΑΣΤΥΝΟΜΙΑΣ ΤΡΕΙΣ ΑΝΤΑΠΟΚΡΙΤΑΙ ΤΟΥ ΠΡΑΚΤΟΡΕΙΟΥ «ΝΕΑ ΚΙΝΑ» ΧΟΓΚ ΚΟΓΚ, 4. (Ἀσσ. Πρὲς). — Ἡ ἀστυνομία συνέλαβε τρεῖς ἀνταποκριτὰς τοῦ κινεζικοῦ πρακτορείου «Νέα Κίνα». ΝΕΑΝ ΑΝΑΒΟΛΗΝ ΤΗΣ ΔΙΚΗΣ ΤΟΥ ΠΕΛΑΤΟΥ ΕΖΗΤΗΣΕΝ Ο ΣΥΝΗΓΟΡΟΣ ΤΟΥ ΣΙΡΧΑΝ ΣΙΡΧΑΝ ΛΟΣ ΑΝΤΖΕΛΕΣ, 4. (Ρώυτερ). — Ὁ συνήγορος τοῦ Σιρχὰν Σιρχὰν ἐζήτησε νέαν ἀναβολὴν τῆς δίκης τοῦ πελάτου του. Ο ΚΥΠΡΙΑΝΟΥ ΣΥΝΩΜΙΛΗΣΕ ΔΙΑ ΤΗΝ ΚΥΠΡΟΝ ΜΕΤΑ ΤΟΥ ΤΟΥΡΚΟΥ ΥΠΟΥΡΓΟΥ ΕΞΩΤΕΡΙΚΩΝ ΗΝΩΜΕΝΑ ΕΘΝΗ, 4. — Ὁ ὑπουργὸς τῶν Ἐξωτερικῶν τῆς Κύπρου συνωμίλησε μὲ τὸν Τοῦρκον ὁμόλογόν του. Ο ΣΑΧΗΣ ΕΠΕΣΤΡΕΨΕΝ ΕΙΣ ΤΗΝ ΤΕΧΕΡΑΝΗΝ ΜΕΤΑ ΔΕΚΑΗΜΕΡΟΝ ΕΠΙΣΚΕΨΙΝ ΕΙΣ ΜΟΣΧΑΝ ΤΕΧΕΡΑΝΗ, 4. (Ρώυτερ). — Ὁ Σάχης τοῦ Ἰρὰν ἐπέστρεψεν εἰς τὴν Τεχεράνην μετὰ δεκαήμερον ἐπίσκεψιν εἰς τὴν Σοβιετικὴν Ἕνωσιν.: [629, 506, 994, 1148]
article-body: ΣΑΪΓΚΟΝ, 4. (Ρώυτερ). — Αἱ ἀμερικανικαὶ στρατιωτικαὶ ἀρχαὶ ἀνεκοίνωσαν ὅτι 150 βορειοβιετναμῖται ἐφονεύθησαν κατὰ τὴν διάρκειαν μάχης πλησίον τῆς ἀποστρατιωτικοποιημένης ζώνης. Αἱ ἀπώλειαι τῶν ἀμερικανικῶν δυνάμεων χαρακτηρίζονται ὡς ἐλαφραί.: [448, 440, 623, 539]
right-subcolumn: ΑΠΕΧΩΡΗΣΑΝ ΤΗΣ ΓΕΝΙΚΗΣ ΣΥΝΕΛΕΥΣΕΩΣ ΤΟΥ Ο.Η.Ε. ΟΙ ΑΝΤΙΠΡΟΣΩΠΟΙ ΠΟΛΛΩΝ ΧΩΡΩΝ ΤΗΣ ΑΦΡΙΚΗΣ ΟΤΑΝ ΑΝΗΛΘΕΝ ΕΙΣ ΤΟ ΒΗΜΑ ΕΚΠΡΟΣΩΠΟΣ ΤΗΣ ΝΟΤΙΟΥ ΗΝΩΜΕΝΑ ΕΘΝΗ, 4. (Ρώυτερ). — Οἱ ἀντιπρόσωποι πολλῶν ἀφρικανικῶν χωρῶν ἀπεχώρησαν ἐκ τῆς αἰθούσης ὅταν ἀνῆλθεν εἰς τὸ βῆμα ὁ ἐκπρόσωπος τῆς Νοτίου Ἀφρικῆς. Η ΡΩΣΣΙΑ ΘΑ ΒΟΗΘΗΣΗ ΤΗΝ ΒΙΟΜΗΧΑΝΙΚΗΝ ΑΝΑΠΤΥΞΙΝ ΤΗΣ ΙΝΔΙΑΣ ΝΕΟΝ ΔΕΛΧΙ, 4. (Ἀσσ. Πρὲς). — Ἡ Σοβιετικὴ Ἕνωσις θὰ βοηθήσῃ τὴν βιομηχανικὴν ἀνάπτυξιν τῆς Ἰνδίας. ΤΟ ΥΠΟΥΡΓΙΚΟΝ ΣΥΜΒΟΥΛΙΟΝ ΑΘΗΝΑΙ, 4. — Συνῆλθε τὴν πρωίαν τὸ ὑπουργικὸν συμβούλιον ὑπὸ τὴν προεδρίαν τοῦ πρωθυπουργοῦ. Ο ΠΛΕΟΝ ΙΣΧΥΡΟΣ ΠΟΜΠΟΣ ΤΩΝ ΒΡΑΧΕΩΝ ΚΥΜΑΤΩΝ ΕΙΣ ΤΟΝ ΠΡΩΗΝ ΔΙΕΥΘΥΝΤΗΝ ΥΠΗΡΕΣΙΑΣ ΠΛΗΡΟΦΟΡΙΩΝ ΟΥΑΣΙΓΚΤΩΝ, 4. (Ἀσσ. Πρὲς). — Ὁ πλέον ἰσχυρὸς πομπὸς βραχέων κυμάτων εἰς τὸν κόσμον θὰ λειτουργήσῃ ἐντὸς ὀλίγων ἡμερῶν. ΟΥΑΣΙΓΚΤΩΝ, 4. (Ἀσσ. Πρὲς). — Ὁ πλέον ἰσχυρὸς πομπὸς βραχέων κυμάτων εἰς τὸν κόσμον θὰ λειτουργήσῃ ἐντὸς ὀλίγων ἡμερῶν. ΕΞΕΤΟΞΕΥΘΗ ΔΙ' ΑΜΕΡΙΚΑΝΙΚΟΥ ΠΥΡΑΥΛΟΥ Ο ΠΡΩΤΟΣ ΕΥΡΩΠΑ-Ι-ΚΟΣ ΔΟΡΥΦΟΡΟΣ ΕΛΝΤΟ ΠΑΡΙΣΙΟΙ, 4. (Ρώυτερ). — Ὁ πρῶτος εὐρωπαϊκὸς δορυφόρος ἐξετοξεύθη δι' ἀμερικανικοῦ πυραύλου. ΤΟ «ΑΠΟΛΛΩΝ» ΠΑΡΙΣΙΟΙ, 4. (Ρώυτερ). — Ὁ πρῶτος εὐρωπαϊκὸς δορυφόρος ἐξετοξεύθη δι' ἀμερικανικοῦ πυραύλου. ΕΓΓΡΑΦΟΣ ΑΝΑΚΟΙΝΩΣΙΣ ΕΙΣ ΕΚΠΑΙΔΕΥΤΙΚΟΥ ΔΙΑ ΤΟΥΣ ΛΟΓΟΥΣ ΤΗΣ ΑΠΟΛΥΣΕΩΣ ΤΩ ΑΘΗΝΑΙ, 4. — Ἐκ τοῦ ὑπουργείου Παιδείας ἐγνώσθη ὅτι ἀπεστάλη ἔγγραφος ἀνακοίνωσις εἰς ἐκπαιδευτικούς. ΥΠΕΚΥΨΕΝ ΗΘΟΠΟΙΟΣ ΤΡΑΥΜΑΤΙΣΘΕΙΣ ΚΑΤΑ ΤΗΝ ΕΚΡΗΞΙΝ ΒΗΡΥΤΟΣ, 4. (Ρώυτερ). — Ὑπέκυψεν εἰς τὰ τραύματά του ὁ ἠθοποιὸς ὁ ὁποῖος ἐτραυματίσθη κατὰ τὴν ἔκρηξιν. ΚΑΤΑΓΡΑΦΗ ΑΠΟΦΟΙΤΩΝ ΕΥΕΛΠΙΔΩΝ ΥΙΩΝ ΑΘΗΝΑΙ, 4. — Τὸ ὑπουργεῖον Ἐθνικῆς Ἀμύνης ἀνακοινοῖ τὴν καταγραφὴν τῶν ἀποφοίτων.: [1189, 426, 1560, 946]
main-article: [83, 185, 623, 548]
story-body: ΣΥΝΕΧΕΙΑ ἐκ τῆς 1ης σελίδος. Οἱ ὑπουργοὶ τῶν Ἐξωτερικῶν τῶν Ἡνωμένων Πολιτειῶν καὶ τῆς Βρεταννίας θὰ ἐξετάσουν τὴν κατάστασιν εἰς τὴν Εὐρώπην καὶ τὰς σχέσεις μεταξὺ Ἀνατολῆς καὶ Δύσεως. Ὁ λόγος τοῦ Γκρομύκο θὰ ἀποτελέσῃ ἐπίσης ἀντικείμενον τῶν συνομιλιῶν. Ο ΛΟΓΟΣ ΤΟΥ ΓΚΡΟΜΥΚΟ ΣΥΝΕΧΕΙΑ ἐκ τῆς 1ης σελίδος. Οἱ ὑπουργοὶ τῶν Ἐξωτερικῶν τῶν Ἡνωμένων Πολιτειῶν καὶ τῆς Βρεταννίας θὰ ἐξετάσουν τὴν κατάστασιν εἰς τὴν Εὐρώπην καὶ τὰς σχέσεις μεταξὺ Ἀνατολῆς καὶ Δύσεως. Ὁ λόγος τοῦ Γκρομύκο θὰ ἀποτελέσῃ ἐπίσης ἀντικείμενον τῶν συνομιλιῶν. ΔΗΛΩΣΕΙΣ ΤΟΥ ΟΥΙΛΣΟΝ ΣΥΝΕΧΕΙΑ ἐκ τῆς 1ης σελίδος. Οἱ ὑπουργοὶ τῶν Ἐξωτερικῶν τῶν Ἡνωμένων Πολιτειῶν καὶ τῆς Βρεταννίας θὰ ἐξετάσουν τὴν κατάστασιν εἰς τὴν Εὐρώπην καὶ τὰς σχέσεις μεταξὺ Ἀνατολῆς καὶ Δύσεως. Ὁ λόγος τοῦ Γκρομύκο θὰ ἀποτελέσῃ ἐπίσης ἀντικείμενον τῶν συνομιλιῶν. ΣΥΝΕΧΕΙΑ ἐκ τῆς 1ης σελίδος. Οἱ ὑπουργοὶ τῶν Ἐξωτερικῶν τῶν Ἡνωμένων Πολιτειῶν καὶ τῆς Βρεταννίας θὰ ἐξετάσουν τὴν κατάστασιν εἰς τὴν Εὐρώπην καὶ τὰς σχέσεις μεταξὺ Ἀνατολῆς καὶ Δύσεως. Ὁ λόγος τοῦ Γκρομύκο θὰ ἀποτελέσῃ ἐπίσης ἀντικείμενον τῶν συνομιλιῶν. ΣΥΝΕΧΕΙΑ ἐκ τῆς 1ης σελίδος. Οἱ ὑπουργοὶ τῶν Ἐξωτερικῶν τῶν Ἡνωμένων Πολιτειῶν καὶ τῆς Βρεταννίας θὰ ἐξετάσουν τὴν κατάστασιν εἰς τὴν Εὐρώπην καὶ τὰς σχέσεις μεταξὺ Ἀνατολῆς καὶ Δύσεως. Ὁ λόγος τοῦ Γκρομύκο θὰ ἀποτελέσῃ ἐπίσης ἀντικείμενον τῶν συνομιλιῶν. ΣΥΝΕΧΕΙΑ ἐκ τῆς 1ης σελίδος. Οἱ ὑπουργοὶ τῶν Ἐξωτερικῶν τῶν Ἡνωμένων Πολιτειῶν καὶ τῆς Βρεταννίας θὰ ἐξετάσουν τὴν κατάστασιν εἰς τὴν Εὐρώπην καὶ τὰς σχέσεις μεταξὺ Ἀνατολῆς καὶ Δύσεως. Ὁ λόγος τοῦ Γκρομύκο θὰ ἀποτελέσῃ ἐπίσης ἀντικείμενον τῶν συνομιλιῶν.: [83, 1164, 623, 1386]
lottery-number: 32258: [724, 1232, 751, 1242]
lottery-number: 13145: [724, 1255, 751, 1266]
lottery-number: 19545: [645, 1326, 672, 1337]
lottery-number: 27003: [645, 1291, 672, 1302]
lottery-number: 37001: [841, 1255, 869, 1266]
lottery-number: 34522: [763, 1232, 791, 1242]
lottery-number: 36555: [841, 1291, 869, 1302]
article-body: ΣΑΪΓΚΟΝ, 4. (Ρώυτερ). — Αἱ ἀμερικανικαὶ στρατιωτικαὶ ἀρχαὶ ἀνεκοίνωσαν ὅτι 150 βορειοβιετναμῖται ἐφονεύθησαν κατὰ τὴν διάρκειαν μάχης πλησίον τῆς ἀποστρατιωτικοποιημένης ζώνης. Αἱ ἀπώλειαι τῶν ἀμερικανικῶν δυνάμεων χαρακτηρίζονται ὡς ἐλαφραί.: [83, 350, 258, 449]
main-headline: ΡΩΣΣΙΚΑ ΣΤΡΑΤΕΥΜΑΤΑ 100.000 ΑΝΔΡΩΝ ΘΑ ΠΑΡΑΜΕΙΝΟΥΝ ΕΙΣ ΤΣΕΧΟΣΛΟΒΑΚΙΑΝ ΑΓΝΩΣΤΟΝ ΕΠΙ ΠΟΣΟΝ ΧΡΟΝΙΚΟΝ ΔΙΑΣΤΗΜΑ: [1042, 30, 1518, 134]
lottery-number: 11916: [645, 1232, 672, 1242]
story-headline: ΘΑ ΠΡΑΓΜΑΤΟΠΟΙΗΘΟΥΝ ΤΟΠΙΚΑ ΣΥΝΕΔΡΙΑ ΔΗΜΑΡΧΩΝ ΚΑΙ ΚΟΙΝΟΤΑΡΧΩΝ ΔΙΑ ΤΗΝ ΠΡΟΒΟΛΗΝ ΒΑΣΙΚΩΝ ΠΡΟΒΛΗΜΑΤΩΝ: [95, 560, 611, 595]
lottery-number: 30104: [881, 1315, 908, 1325]
lottery-title: ΟΙ ΚΕΡΔΙΖΟΝΤΕΣ ΑΡΙΘΜΟΙ ΤΟΥ ΕΘΝΙΚΟΥ ΛΑΧΕΙΟΥ: [643, 1172, 981, 1207]
lottery-number: 40039: [841, 1303, 869, 1314]
lottery-number: 38905: [920, 1279, 948, 1290]
